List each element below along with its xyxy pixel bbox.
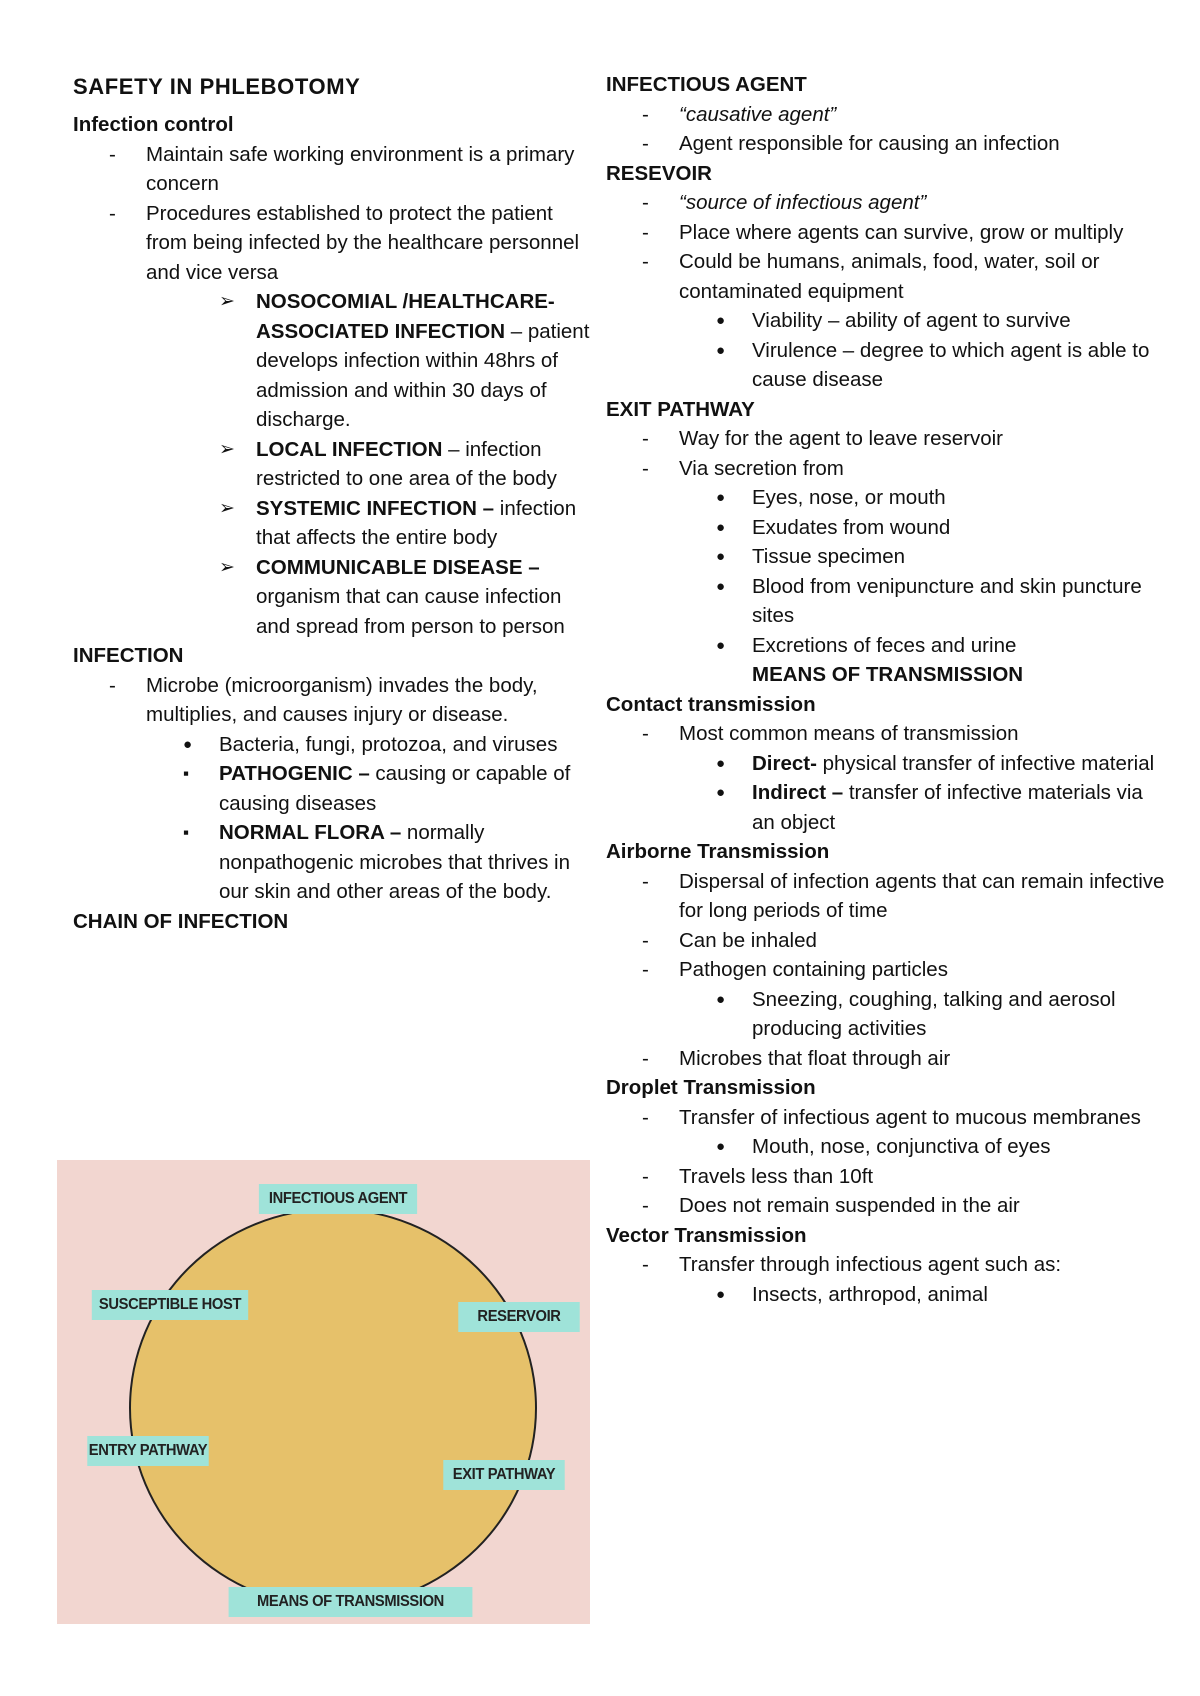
droplet-transmission-heading: Droplet Transmission: [606, 1076, 816, 1099]
list-item: [73, 435, 593, 494]
list-item: - Microbe (microorganism) invades the body, multiplies, and causes injury or disease.: [73, 671, 593, 730]
infection-control-heading: Infection control: [73, 113, 234, 136]
list-item: ● Tissue specimen: [606, 542, 1166, 572]
list-item: ● Viability – ability of agent to survive: [606, 306, 1166, 336]
list-item: ● Bacteria, fungi, protozoa, and viruses: [73, 730, 593, 760]
page-title: SAFETY IN PHLEBOTOMY: [73, 74, 361, 99]
list-item: [606, 749, 1166, 779]
list-item: - Via secretion from: [606, 454, 1166, 484]
list-item: ● Mouth, nose, conjunctiva of eyes: [606, 1132, 1166, 1162]
source-quote: “source of infectious agent”: [679, 191, 927, 214]
list-item: [73, 818, 593, 907]
contact-transmission-heading: Contact transmission: [606, 692, 816, 716]
list-item: - Way for the agent to leave reservoir: [606, 424, 1166, 454]
airborne-transmission-heading: Airborne Transmission: [606, 840, 830, 863]
node-reservoir: RESERVOIR: [458, 1302, 579, 1332]
list-item: ● Virulence – degree to which agent is able to cause disease: [606, 336, 1166, 395]
node-susceptible-host: SUSCEPTIBLE HOST: [92, 1290, 248, 1320]
list-item: [606, 778, 1166, 837]
node-entry-pathway: ENTRY PATHWAY: [87, 1436, 208, 1466]
list-item: - Procedures established to protect the patient from being infected by the healthcare personnel and vice versa: [73, 199, 593, 288]
communicable-disease-term: COMMUNICABLE DISEASE –: [256, 555, 540, 579]
local-infection-term: LOCAL INFECTION: [256, 437, 443, 461]
list-item: [73, 553, 593, 642]
list-item: - Maintain safe working environment is a primary concern: [73, 140, 593, 199]
infectious-agent-heading: INFECTIOUS AGENT: [606, 73, 807, 96]
direct-term: Direct-: [752, 751, 817, 775]
list-item: [73, 759, 593, 818]
node-infectious-agent: INFECTIOUS AGENT: [259, 1184, 417, 1214]
list-item: ● Excretions of feces and urine: [606, 631, 1166, 661]
left-column: [73, 70, 593, 936]
list-item: [606, 188, 1166, 218]
chain-of-infection-diagram: [57, 1160, 590, 1624]
list-item: [73, 494, 593, 553]
list-item: - Place where agents can survive, grow or multiply: [606, 218, 1166, 248]
node-exit-pathway: EXIT PATHWAY: [443, 1460, 564, 1490]
list-item: - Travels less than 10ft: [606, 1162, 1166, 1192]
list-item: ● Eyes, nose, or mouth: [606, 483, 1166, 513]
communicable-disease-definition: organism that can cause infection and spread from person to person: [256, 585, 565, 638]
list-item: - Does not remain suspended in the air: [606, 1191, 1166, 1221]
nosocomial-definition: – patient develops infection within 48hrs of admission and within 30 days of discharge.: [256, 319, 590, 431]
right-column: [606, 70, 1166, 1309]
list-item: - Most common means of transmission: [606, 719, 1166, 749]
exit-pathway-heading: EXIT PATHWAY: [606, 397, 755, 421]
chain-of-infection-heading: CHAIN OF INFECTION: [73, 909, 289, 933]
means-of-transmission-heading: MEANS OF TRANSMISSION: [752, 663, 1024, 686]
list-item: - Agent responsible for causing an infection: [606, 129, 1166, 159]
list-item: ● Sneezing, coughing, talking and aerosol producing activities: [606, 985, 1166, 1044]
list-item: [606, 100, 1166, 130]
list-item: - Could be humans, animals, food, water, soil or contaminated equipment: [606, 247, 1166, 306]
pathogenic-term: PATHOGENIC –: [219, 762, 370, 785]
normal-flora-term: NORMAL FLORA –: [219, 821, 402, 844]
list-item: - Microbes that float through air: [606, 1044, 1166, 1074]
list-item: ● Blood from venipuncture and skin puncture sites: [606, 572, 1166, 631]
direct-definition: physical transfer of infective material: [816, 751, 1155, 775]
normal-flora-definition: normally nonpathogenic microbes that thrives in our skin and other areas of the body.: [219, 821, 570, 903]
local-infection-definition: – infection restricted to one area of the body: [256, 437, 557, 490]
list-item: - Can be inhaled: [606, 926, 1166, 956]
systemic-infection-term: SYSTEMIC INFECTION –: [256, 496, 495, 520]
list-item: - Pathogen containing particles: [606, 955, 1166, 985]
list-item: ● Exudates from wound: [606, 513, 1166, 543]
list-item: [73, 287, 593, 435]
list-item: - Transfer through infectious agent such as:: [606, 1250, 1166, 1280]
list-item: - Dispersal of infection agents that can remain infective for long periods of time: [606, 867, 1166, 926]
list-item: ● Insects, arthropod, animal: [606, 1280, 1166, 1310]
pathogenic-definition: causing or capable of causing diseases: [219, 762, 571, 815]
indirect-term: Indirect –: [752, 781, 844, 804]
infection-heading: INFECTION: [73, 644, 184, 667]
systemic-infection-definition: infection that affects the entire body: [256, 496, 577, 549]
list-item: - Transfer of infectious agent to mucous membranes: [606, 1103, 1166, 1133]
nosocomial-term: NOSOCOMIAL /HEALTHCARE-ASSOCIATED INFECTION: [256, 290, 555, 343]
indirect-definition: transfer of infective materials via an object: [752, 781, 1143, 834]
reservoir-heading: RESEVOIR: [606, 161, 712, 185]
chain-circle: [129, 1208, 537, 1608]
vector-transmission-heading: Vector Transmission: [606, 1223, 807, 1247]
node-means-of-transmission: MEANS OF TRANSMISSION: [229, 1587, 473, 1617]
causative-agent-quote: “causative agent”: [679, 102, 837, 126]
